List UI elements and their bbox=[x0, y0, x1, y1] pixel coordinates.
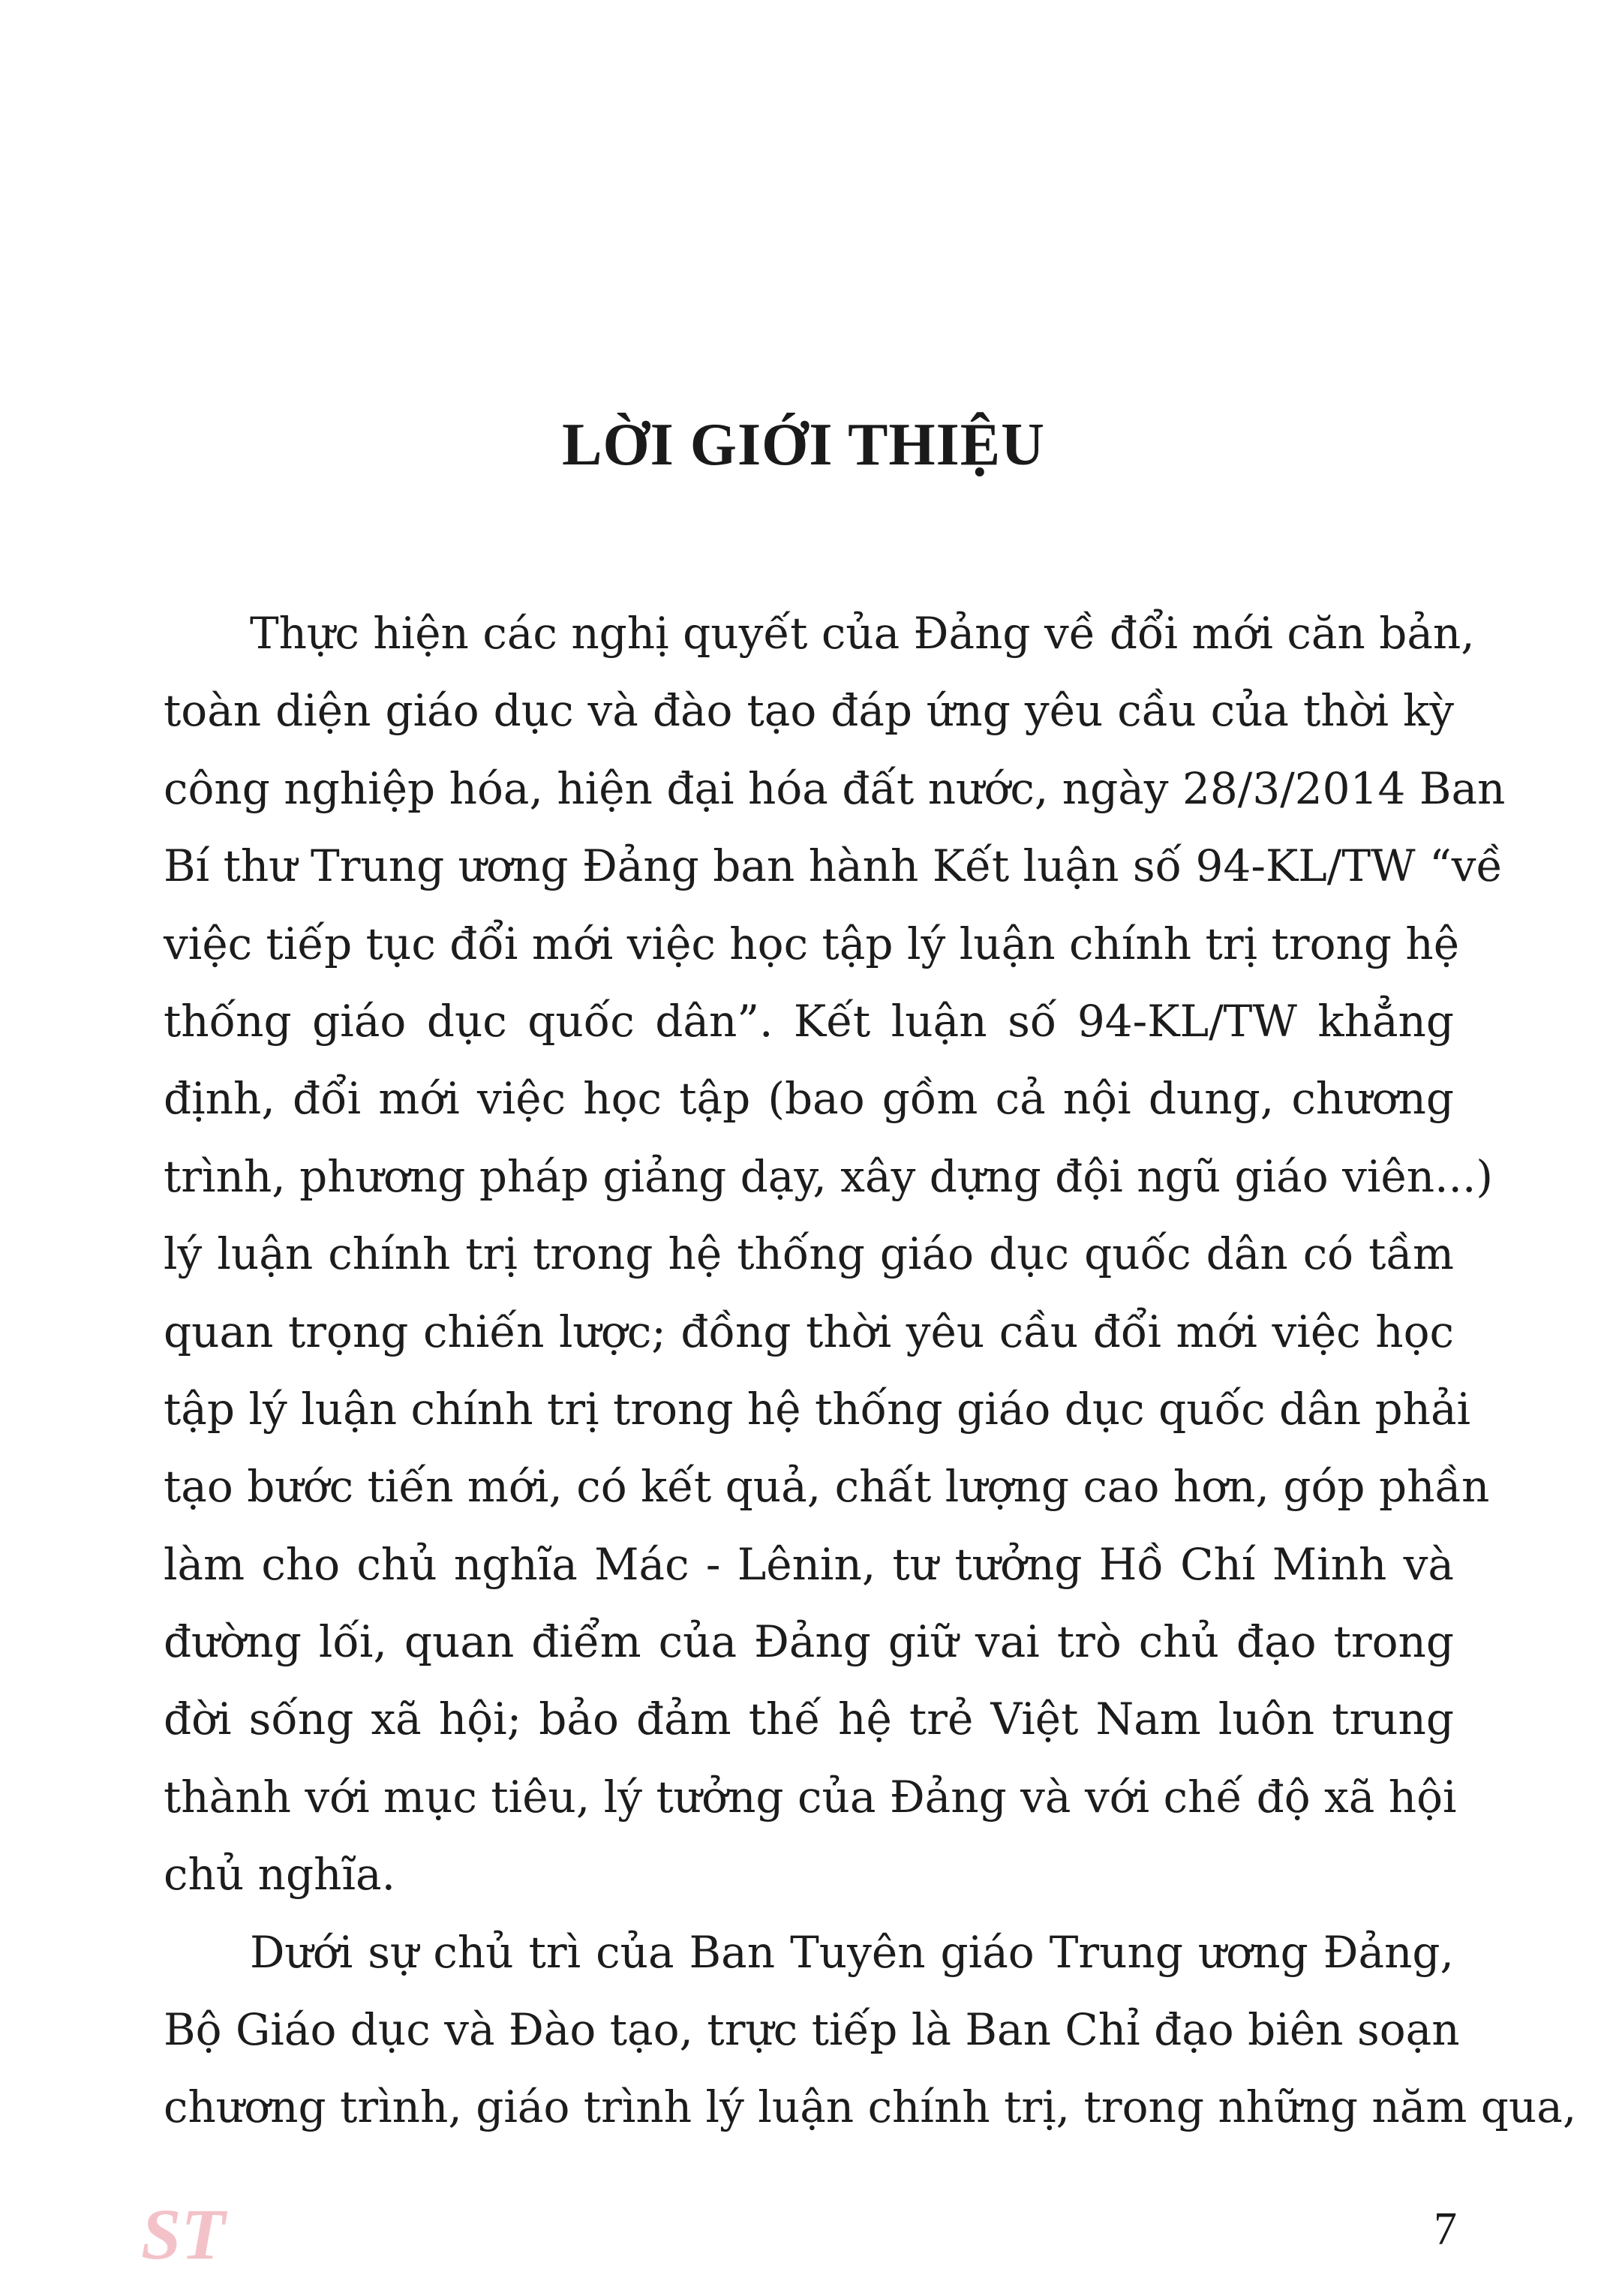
paragraph-1-line: tập lý luận chính trị trong hệ thống giáo dục quốc dân phải bbox=[164, 1383, 1471, 1435]
paragraph-1-line: định, đổi mới việc học tập (bao gồm cả nội dung, chương bbox=[164, 1073, 1454, 1125]
paragraph-2-line: Dưới sự chủ trì của Ban Tuyên giáo Trung ương Đảng, bbox=[250, 1926, 1454, 1978]
paragraph-1-line: Bí thư Trung ương Đảng ban hành Kết luận số 94-KL/TW “về bbox=[164, 840, 1503, 892]
paragraph-1-line: làm cho chủ nghĩa Mác - Lênin, tư tưởng Hồ Chí Minh và bbox=[164, 1538, 1454, 1590]
paragraph-2-line: chương trình, giáo trình lý luận chính trị, trong những năm qua, bbox=[164, 2081, 1577, 2133]
publisher-watermark-logo: ST bbox=[141, 2194, 226, 2274]
paragraph-1-line: lý luận chính trị trong hệ thống giáo dục quốc dân có tầm bbox=[164, 1228, 1454, 1280]
paragraph-1-line: trình, phương pháp giảng dạy, xây dựng đội ngũ giáo viên...) bbox=[164, 1150, 1494, 1202]
paragraph-1-line: việc tiếp tục đổi mới việc học tập lý luận chính trị trong hệ bbox=[164, 918, 1460, 969]
body-text bbox=[164, 595, 1577, 2147]
paragraph-1-line: thành với mục tiêu, lý tưởng của Đảng và với chế độ xã hội bbox=[164, 1771, 1457, 1823]
paragraph-1-line: toàn diện giáo dục và đào tạo đáp ứng yêu cầu của thời kỳ bbox=[164, 685, 1454, 737]
paragraph-1-line: đời sống xã hội; bảo đảm thế hệ trẻ Việt Nam luôn trung bbox=[164, 1693, 1454, 1745]
paragraph-1-line: quan trọng chiến lược; đồng thời yêu cầu đổi mới việc học bbox=[164, 1306, 1454, 1357]
paragraph-1-line: Thực hiện các nghị quyết của Đảng về đổi mới căn bản, bbox=[250, 608, 1475, 659]
paragraph-2-line: Bộ Giáo dục và Đào tạo, trực tiếp là Ban Chỉ đạo biên soạn bbox=[164, 2004, 1460, 2056]
page-title: LỜI GIỚI THIỆU bbox=[562, 412, 1045, 478]
paragraph-1-line: đường lối, quan điểm của Đảng giữ vai trò chủ đạo trong bbox=[164, 1616, 1454, 1668]
paragraph-1-line: thống giáo dục quốc dân”. Kết luận số 94-KL/TW khẳng bbox=[164, 995, 1454, 1047]
paragraph-1-line: chủ nghĩa. bbox=[164, 1849, 396, 1901]
paragraph-1-line: công nghiệp hóa, hiện đại hóa đất nước, ngày 28/3/2014 Ban bbox=[164, 762, 1506, 814]
page-number: 7 bbox=[1434, 2204, 1457, 2255]
paragraph-1-line: tạo bước tiến mới, có kết quả, chất lượng cao hơn, góp phần bbox=[164, 1461, 1490, 1513]
